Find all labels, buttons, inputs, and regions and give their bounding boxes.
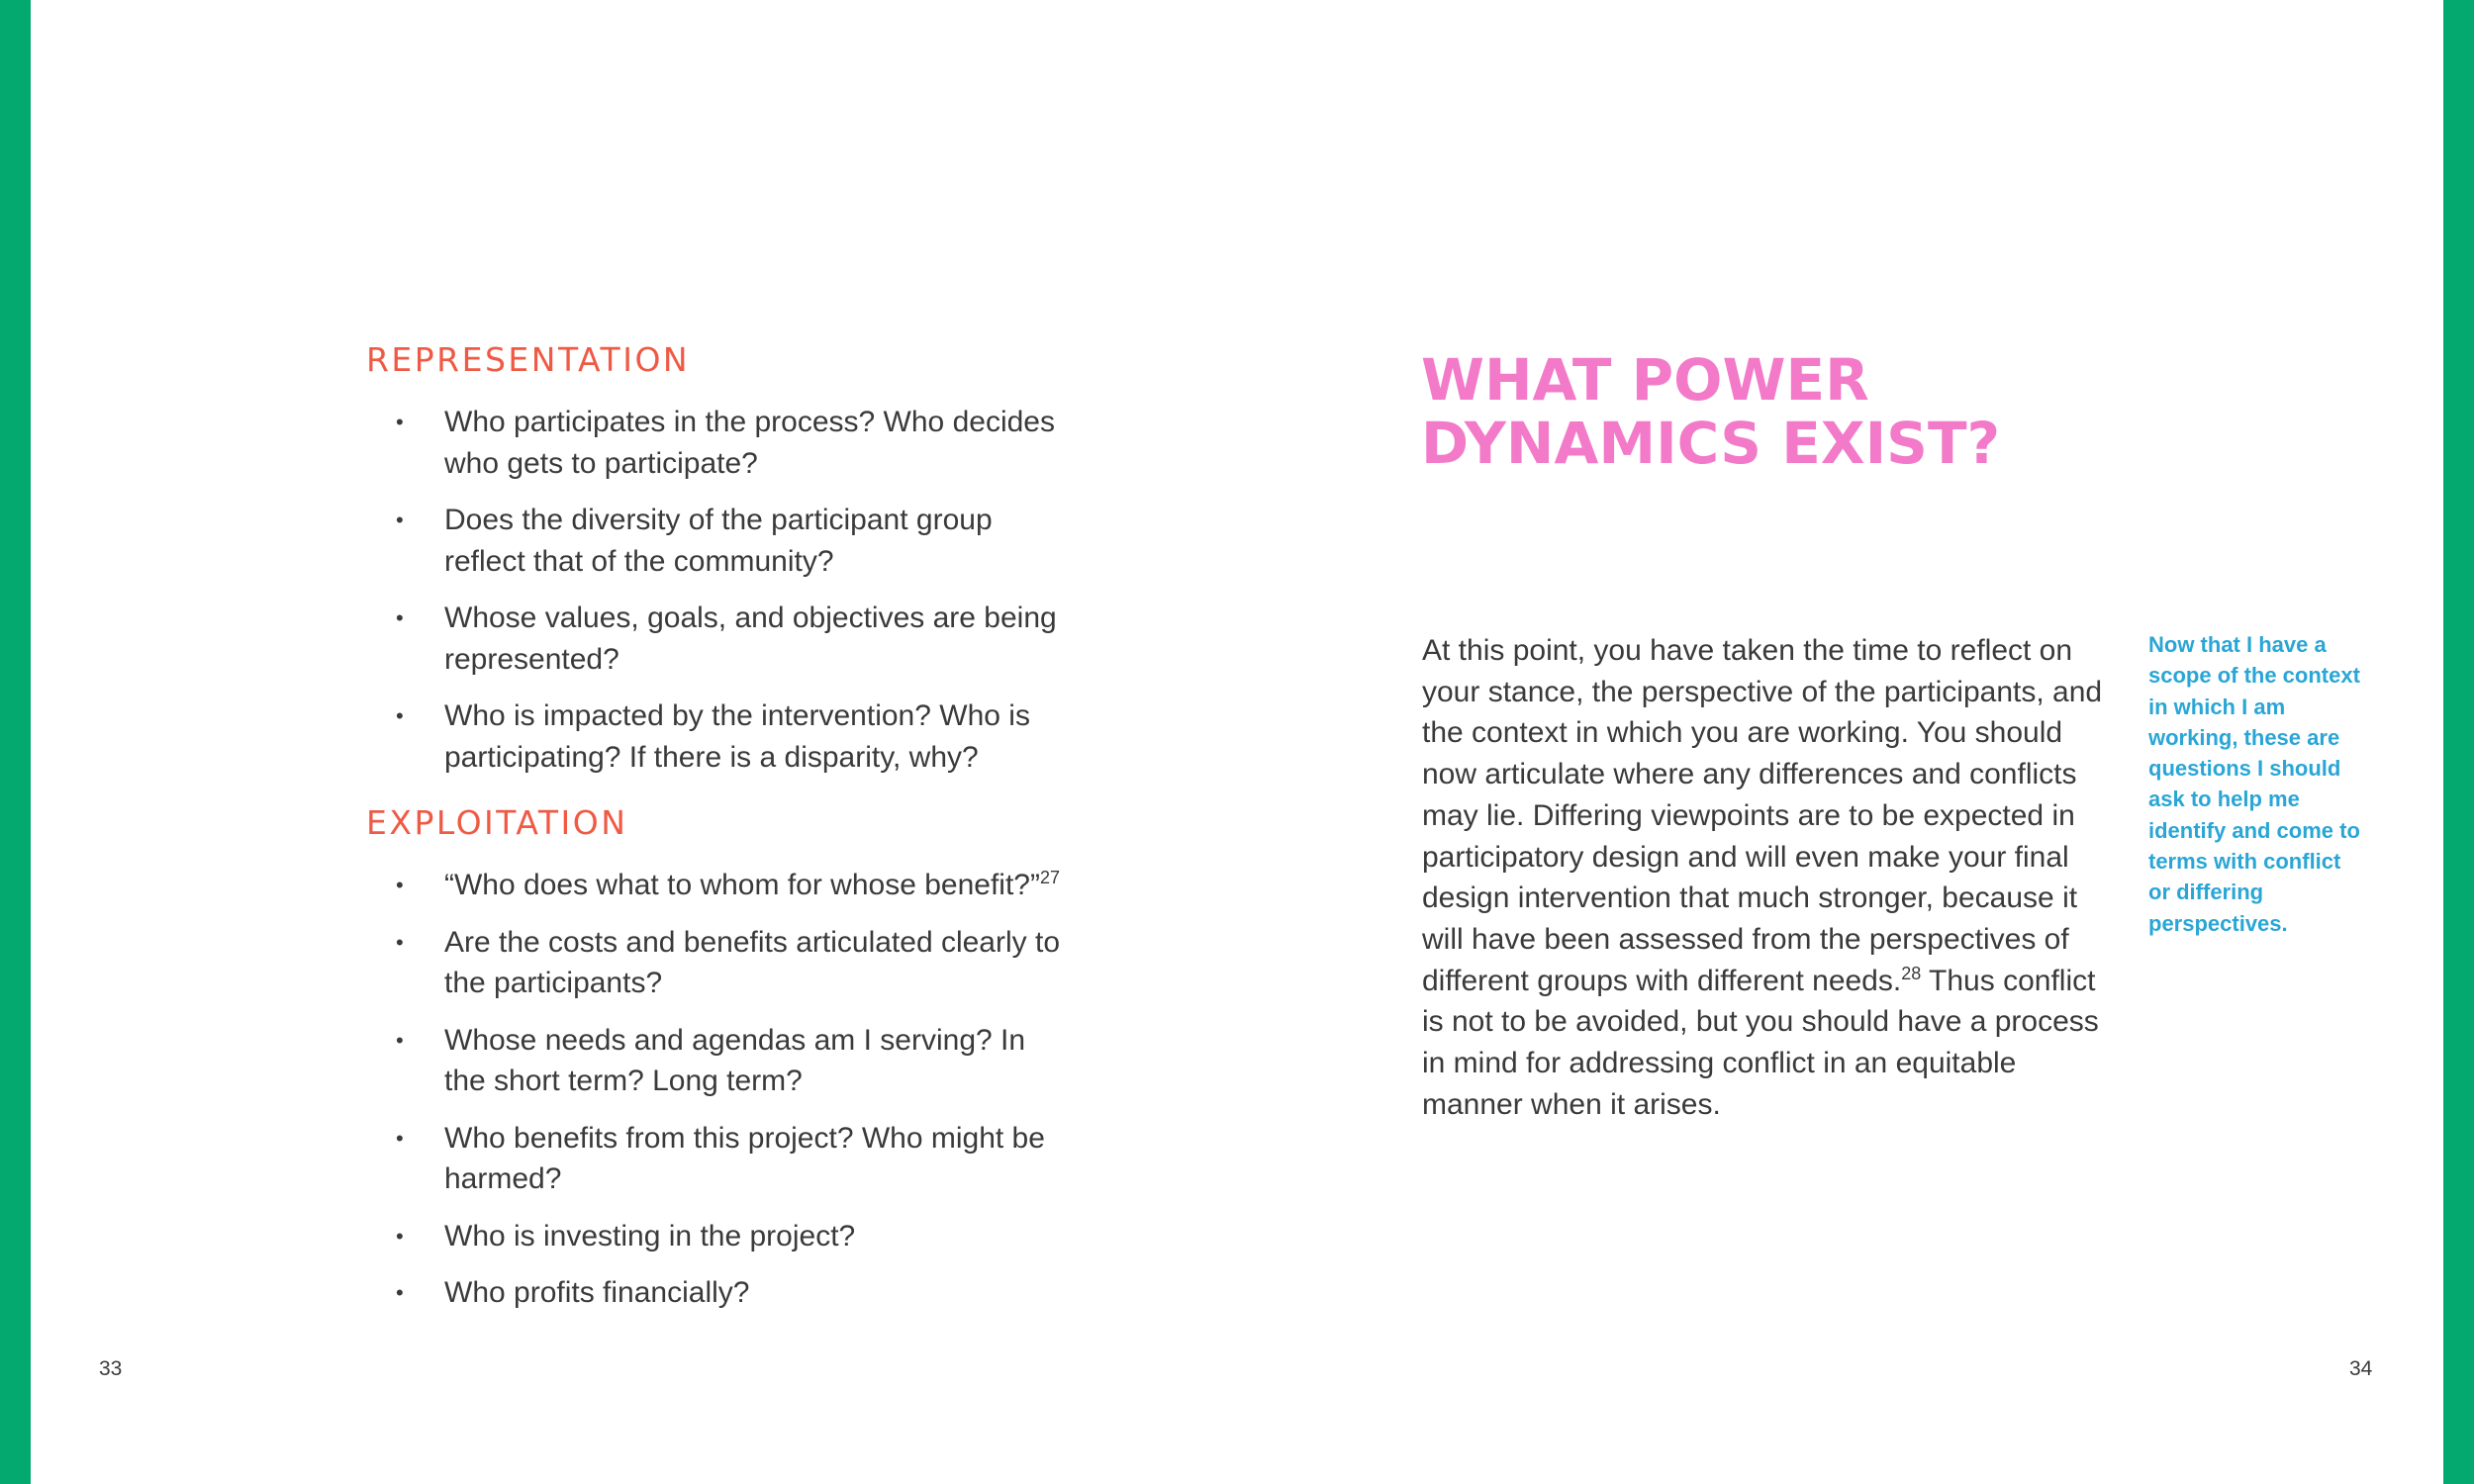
footnote-ref: 27 [1039, 868, 1060, 887]
list-item: • Whose needs and agendas am I serving? In the short term? Long term? [396, 1020, 1069, 1102]
footnote-ref: 28 [1901, 963, 1922, 983]
exploitation-question-list [396, 865, 1069, 1330]
bullet-icon: • [396, 929, 404, 955]
bullet-icon: • [396, 1125, 404, 1151]
list-item: • Who profits financially? [396, 1272, 1069, 1314]
bullet-icon: • [396, 873, 404, 897]
list-item: • Who is impacted by the intervention? Who is participating? If there is a disparity, why? [396, 696, 1069, 778]
representation-question-list [396, 402, 1069, 793]
margin-note: Now that I have a scope of the context in which I am working, these are questions I should ask to help me identify and come to terms with conflict or differing perspectives. [2148, 632, 2360, 936]
page-number-left: 33 [99, 1357, 123, 1380]
list-item: • “Who does what to whom for whose benefit?”$^{27}$ [396, 865, 1069, 906]
list-item: • Whose values, goals, and objectives are being represented? [396, 598, 1069, 680]
bullet-icon: • [396, 605, 404, 630]
left-edge-bar [0, 0, 31, 1484]
bullet-icon: • [396, 703, 404, 728]
bullet-icon: • [396, 508, 404, 532]
list-item: • Who participates in the process? Who decides who gets to participate? [396, 402, 1069, 484]
body-paragraph: At this point, you have taken the time to reflect on your stance, the perspective of the participants, and the context in which you are working. You should now articulate where any differences and conflicts may lie. Differing viewpoints are to be expected in participatory design and will even make your final design intervention that much stronger, because it will have been assessed from the perspectives of different groups with different needs.$^{28}$ Thus conflict is not to be avoided, but you should have a process in mind for addressing conflict in an equitable manner when it arises. [1422, 634, 2103, 1121]
section-heading-exploitation: EXPLOITATION [366, 803, 628, 842]
list-item: • Who benefits from this project? Who might be harmed? [396, 1118, 1069, 1200]
list-item: • Are the costs and benefits articulated clearly to the participants? [396, 922, 1069, 1004]
bullet-icon: • [396, 410, 404, 434]
list-item: • Does the diversity of the participant group reflect that of the community? [396, 500, 1069, 582]
page-title: WHAT POWER DYNAMICS EXIST? [1421, 346, 2001, 477]
section-heading-representation: REPRESENTATION [366, 340, 691, 379]
list-item: • Who is investing in the project? [396, 1216, 1069, 1257]
right-edge-bar [2443, 0, 2474, 1484]
bullet-icon: • [396, 1280, 404, 1305]
bullet-icon: • [396, 1027, 404, 1053]
page-number-right: 34 [2349, 1357, 2373, 1380]
bullet-icon: • [396, 1223, 404, 1249]
